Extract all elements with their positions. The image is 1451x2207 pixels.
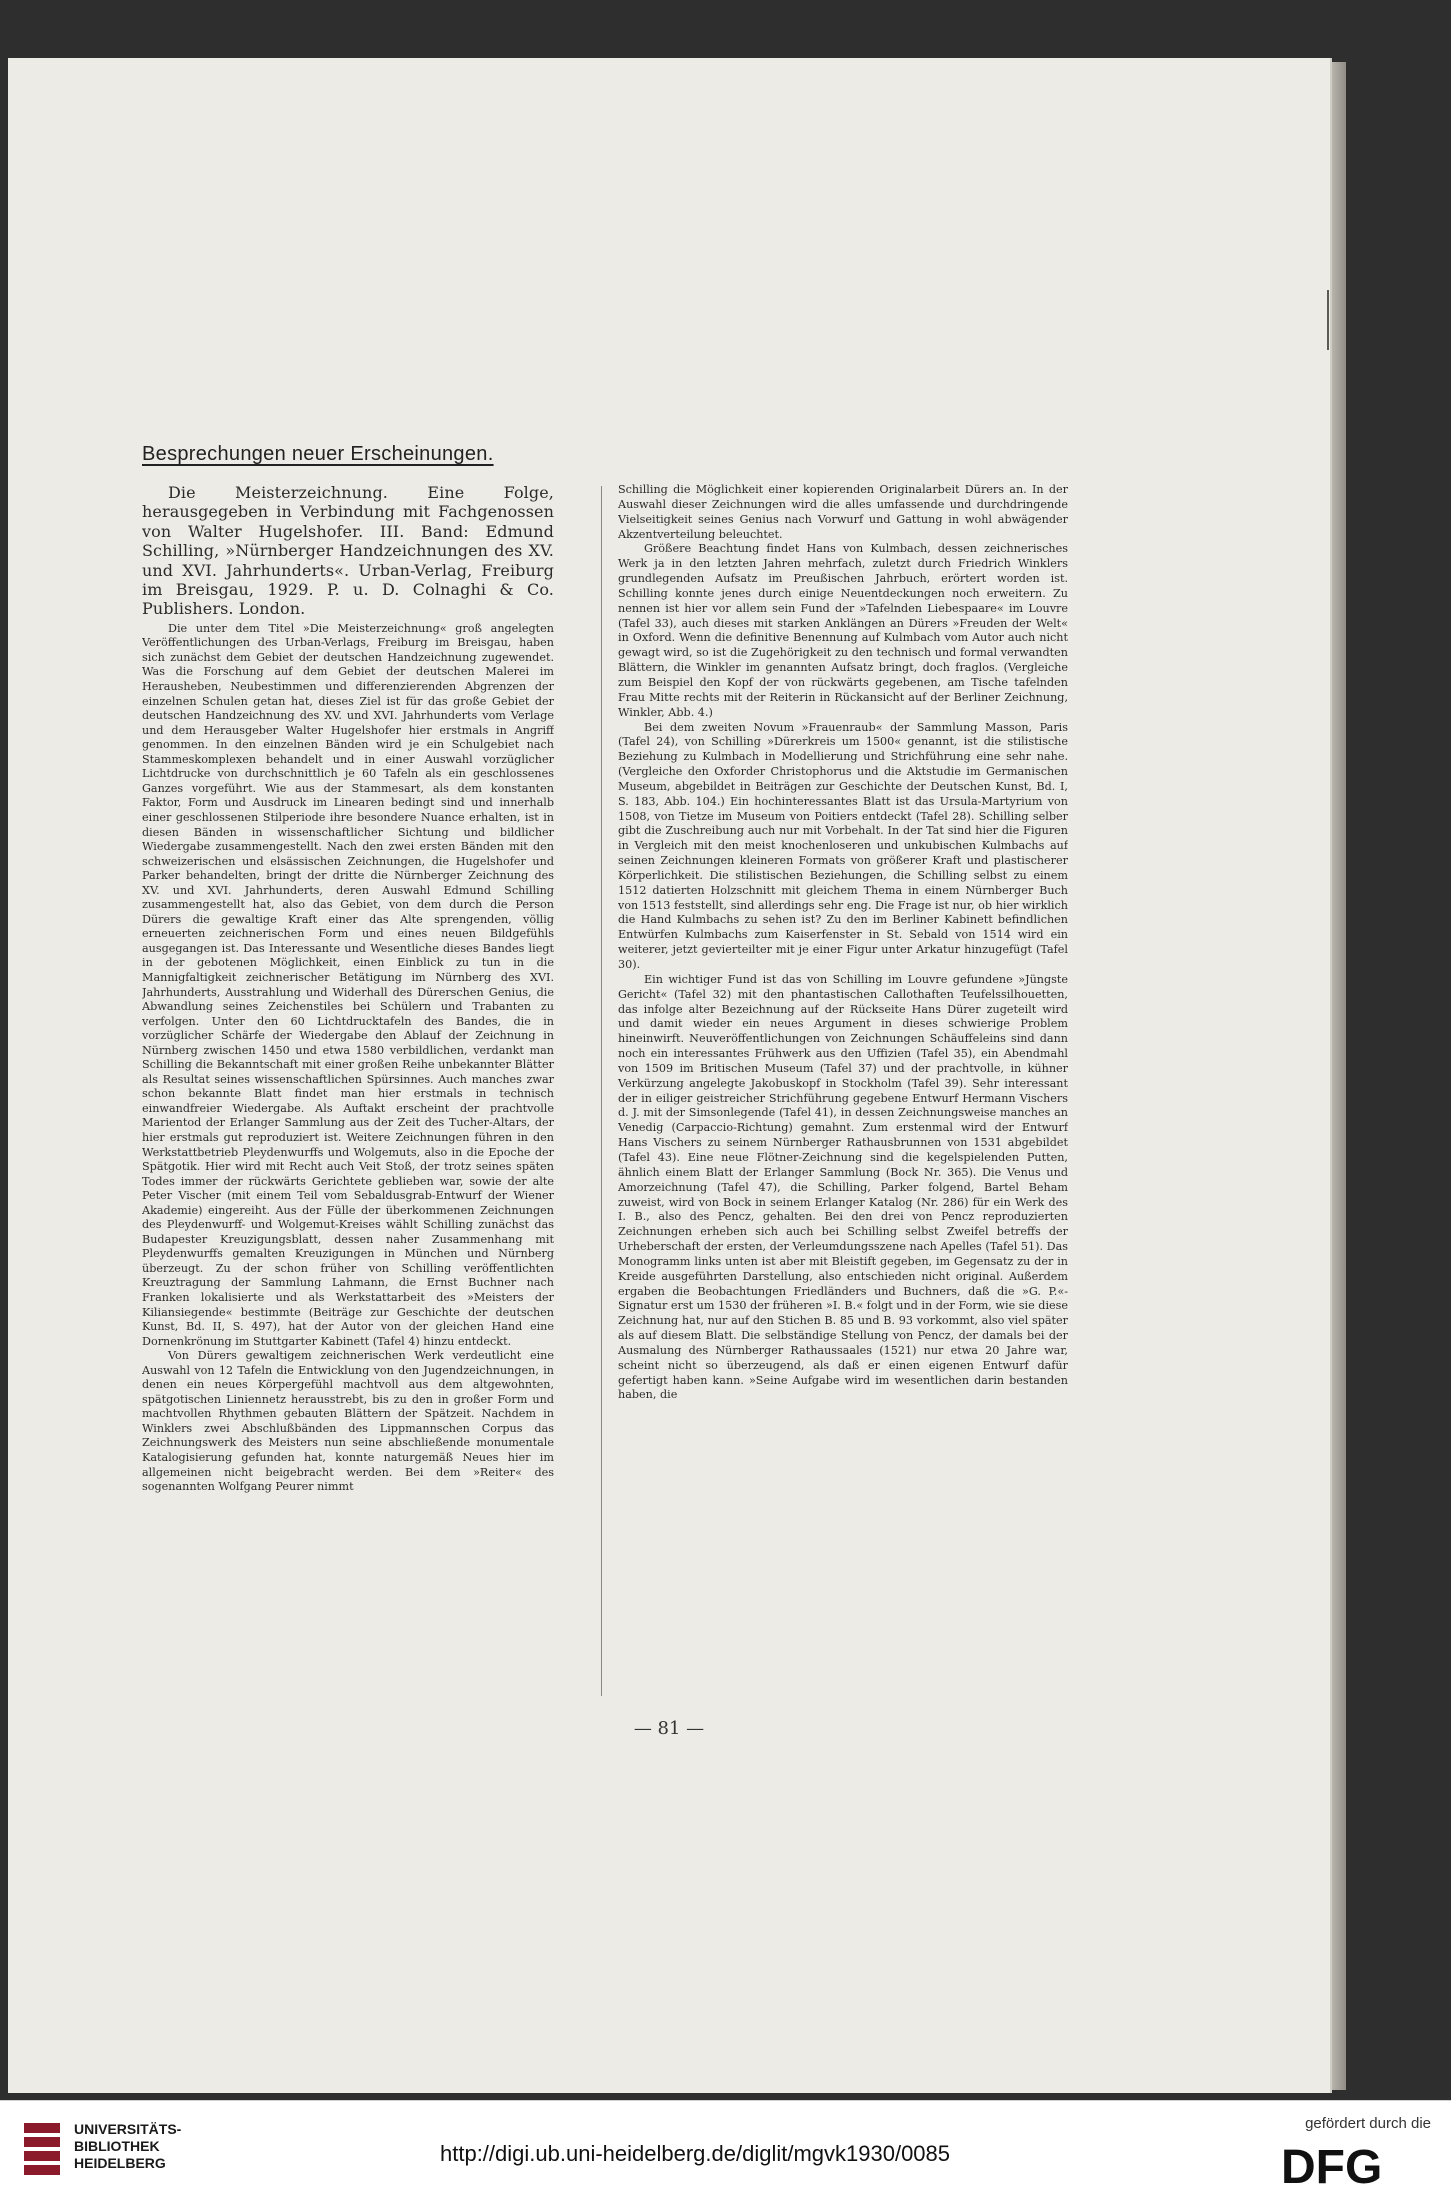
funded-by-text: gefördert durch die [1305,2115,1431,2132]
right-paragraph-1: Schilling die Möglichkeit einer kopierenden Originalarbeit Dürers an. In der Auswahl dieser Zeichnungen wird die alles umfassende und durchdringende Vielseitigkeit seines Genius nach Vorwurf und Gattung in wohl abwägender Akzentverteilung beleuchtet. [618,483,1068,541]
review-heading: Die Meisterzeichnung. Eine Folge, herausgegeben in Verbindung mit Fachgenossen von Walter Hugelshofer. III. Band: Edmund Schilling, »Nürnberger Handzeichnungen des XV. und XVI. Jahrhunderts«. Urban-Verlag, Freiburg im Breisgau, 1929. P. u. D. Colnaghi & Co. Publishers. London. [142,483,554,619]
left-paragraph-2: Von Dürers gewaltigem zeichnerischen Werk verdeutlicht eine Auswahl von 12 Tafeln die Entwicklung von den Jugendzeichnungen, in denen ein neues Körpergefühl machtvoll aus dem altgewohnten, spätgotischen Liniennetz herausstrebt, bis zu den in großer Form und machtvollen Rhythmen gebauten Blättern der Spätzeit. Nachdem in Winklers zwei Abschlußbänden des Lippmannschen Corpus das Zeichnungswerk des Meisters nun seine abschließende monumentale Katalogisierung gefunden hat, konnte naturgemäß Neues hier im allgemeinen nicht beigebracht werden. Bei dem »Reiter« des sogenannten Wolfgang Peurer nimmt [142,1349,554,1494]
column-divider [601,486,602,1696]
right-paragraph-2: Größere Beachtung findet Hans von Kulmbach, dessen zeichnerisches Werk ja in den letzten Jahren mehrfach, zuletzt durch Friedrich Winklers grundlegenden Aufsatz im Preußischen Jahrbuch, erörtert worden ist. Schilling konnte jenes durch einige Neuentdeckungen noch erweitern. Zu nennen ist hier vor allem sein Fund der »Tafelnden Liebespaare« im Louvre (Tafel 33), auch dieses mit starken Anklängen an Dürers »Freuden der Welt« in Oxford. Wenn die definitive Benennung auf Kulmbach vom Autor auch nicht gewagt wird, so ist die Zugehörigkeit zu den technisch und formal verwandten Blättern, die Winkler im genannten Aufsatz bringt, doch fraglos. (Vergleiche zum Beispiel den Kopf der von rückwärts gegebenen, am Tische tafelnden Frau Mitte rechts mit der Reiterin in Rückansicht auf der Berliner Zeichnung, Winkler, Abb. 4.) [618,542,1068,719]
library-name-line-1: UNIVERSITÄTS- [74,2121,182,2137]
library-name[interactable] [74,2121,181,2172]
book-stack-logo-icon [22,2121,62,2183]
viewer-footer [0,2100,1451,2207]
dfg-logo-icon[interactable] [1279,2141,1429,2187]
right-paragraph-4: Ein wichtiger Fund ist das von Schilling im Louvre gefundene »Jüngste Gericht« (Tafel 32) mit den phantastischen Callothaften Teufelssilhouetten, das infolge alter Bezeichnung auf der Rückseite Hans Dürer zugeteilt wird und damit wieder ein neues Argument in dieses schwierige Problem hineinwirft. Neuveröffentlichungen von Zeichnungen Schäuffeleins sind dann noch ein interessantes Frühwerk aus den Uffizien (Tafel 35), ein Abendmahl von 1509 im Britischen Museum (Tafel 37) und der prachtvolle, in kühner Verkürzung angelegte Jakobuskopf in Stockholm (Tafel 39). Sehr interessant der in eiliger geistreicher Strichführung gegebene Entwurf Hermann Vischers d. J. mit der Simsonlegende (Tafel 41), in dessen Zeichnungsweise manches an Venedig (Carpaccio-Richtung) gemahnt. Zum erstenmal wird der Entwurf Hans Vischers zu seinem Nürnberger Rathausbrunnen von 1531 abgebildet (Tafel 43). Eine neue Flötner-Zeichnung sind die kegelspielenden Putten, ähnlich einem Blatt der Erlanger Sammlung (Bock Nr. 365). Die Venus und Amorzeichnung (Tafel 47), die Schilling, Parker folgend, Bartel Beham zuweist, wird von Bock in seinem Erlanger Katalog (Nr. 286) für ein Werk des I. B., also des Pencz, gehalten. Bei den drei von Pencz reproduzierten Zeichnungen erheben sich auch bei Schilling selbst Zweifel betreffs der Urheberschaft der ersten, der Verleumdungsszene nach Apelles (Tafel 51). Das Monogramm links unten ist aber mit Bleistift gegeben, im Gegensatz zu der in Kreide ausgeführten Darstellung, also entschieden nicht original. Außerdem ergaben die Beobachtungen Friedländers und Buchners, daß die »G. P.«-Signatur erst um 1530 der früheren »I. B.« folgt und in der Form, wie sie diese Zeichnung hat, nur auf den Stichen B. 85 und B. 93 vorkommt, also viel später als auf diesem Blatt. Die selbständige Stellung von Pencz, der damals bei der Ausmalung des Nürnberger Rathaussaales (1521) nur etwa 20 Jahre war, scheint nicht so überzeugend, als daß er einen eigenen Entwurf dafür gefertigt haben kann. »Seine Aufgabe wird im wesentlichen darin bestanden haben, die [618,972,1068,1402]
right-column [618,483,1068,1698]
page-edge [1330,62,1346,2090]
section-title: Besprechungen neuer Erscheinungen. [142,443,494,465]
library-name-line-3: HEIDELBERG [74,2155,166,2171]
library-name-line-2: BIBLIOTHEK [74,2138,160,2154]
dfg-logo-text: DFG [1281,2141,1383,2187]
left-paragraph-1: Die unter dem Titel »Die Meisterzeichnung« groß angelegten Veröffentlichungen des Urban-Verlags, Freiburg im Breisgau, haben sich zunächst dem Gebiet der deutschen Handzeichnung zugewendet. Was die Forschung auf dem Gebiet der deutschen Malerei im Herausheben, Neubestimmen und differenzierenden Abgrenzen der einzelnen Schulen getan hat, dieses Ziel ist für das große Gebiet der deutschen Handzeichnung des XV. und XVI. Jahrhunderts vom Verlage und dem Herausgeber Walter Hugelshofer hier erstmals in Angriff genommen. In den einzelnen Bänden wird je ein Schulgebiet nach Stammeskomplexen behandelt und in einer Auswahl vorzüglicher Lichtdrucke von durchschnittlich je 60 Tafeln als ein geschlossenes Ganzes vorgeführt. Wie aus der Stammesart, als dem konstanten Faktor, Form und Ausdruck im Linearen bedingt sind und innerhalb einer geschlossenen Stilperiode ihre besondere Nuance erhalten, ist in diesen Bänden in wissenschaftlicher Sichtung und bildlicher Wiedergabe zusammengestellt. Nach den zwei ersten Bänden mit den schweizerischen und elsässischen Zeichnungen, die Hugelshofer und Parker behandelten, bringt der dritte die Nürnberger Zeichnung des XV. und XVI. Jahrhunderts, deren Auswahl Edmund Schilling zusammengestellt hat, also das Gebiet, von dem durch die Person Dürers die gewaltige Kraft einer das Alte sprengenden, völlig erneuerten zeichnerischen Form und eines neuen Bildgefühls ausgegangen ist. Das Interessante und Wesentliche dieses Bandes liegt in der gebotenen Möglichkeit, einen Einblick zu tun in die Mannigfaltigkeit zeichnerischer Betätigung im Nürnberg des XVI. Jahrhunderts, Ausstrahlung und Widerhall des Dürerschen Genius, die Abwandlung seines Zeichenstiles bei Schülern und Trabanten zu verfolgen. Unter den 60 Lichtdrucktafeln des Bandes, die in vorzüglicher Schärfe der Wiedergabe den Ablauf der Zeichnung in Nürnberg zwischen 1450 und etwa 1580 verbildlichen, verdankt man Schilling die Bekanntschaft mit einer großen Reihe unbekannter Blätter als Resultat seines wissenschaftlichen Spürsinnes. Auch manches zwar schon bekannte Blatt findet man hier erstmals in technisch einwandfreier Wiedergabe. Als Auftakt erscheint der prachtvolle Marientod der Erlanger Sammlung aus der Zeit des Tucher-Altars, der hier erstmals gut reproduziert ist. Weitere Zeichnungen führen in den Werkstattbetrieb Pleydenwurffs und Wolgemuts, also in die Epoche der Spätgotik. Hier wird mit Recht auch Veit Stoß, der trotz seines späten Todes immer der rückwärts Gerichtete geblieben war, sowie der alte Peter Vischer (mit einem Teil vom Sebaldusgrab-Entwurf der Wiener Akademie) eingereiht. Aus der Fülle der überkommenen Zeichnungen des Pleydenwurff- und Wolgemut-Kreises wählt Schilling zunächst das Budapester Kreuzigungsblatt, dessen naher Zusammenhang mit Pleydenwurffs gemalten Kreuzigungen in München und Nürnberg überzeugt. Zu der schon früher von Schilling veröffentlichten Kreuztragung der Sammlung Lahmann, die Ernst Buchner nach Franken lokalisierte und als Werkstattarbeit des »Meisters der Kiliansiegende« bestimmte (Beiträge zur Geschichte der deutschen Kunst, Bd. II, S. 497), hat der Autor von der gleichen Hand eine Dornenkrönung im Stuttgarter Kabinett (Tafel 4) hinzu entdeckt. [142,621,554,1348]
right-paragraph-3: Bei dem zweiten Novum »Frauenraub« der Sammlung Masson, Paris (Tafel 24), von Schilling »Dürerkreis um 1500« genannt, ist die stilistische Beziehung zu Kulmbach in Modellierung und Strichführung eine sehr nahe. (Vergleiche den Oxforder Christophorus und die Aktstudie im Germanischen Museum, abgebildet in Beiträgen zur Geschichte der Deutschen Kunst, Bd. I, S. 183, Abb. 104.) Ein hochinteressantes Blatt ist das Ursula-Martyrium von 1508, von Tietze im Museum von Poitiers entdeckt (Tafel 28). Schilling selber gibt die Zuschreibung auch nur mit Vorbehalt. In der Tat sind hier die Figuren in Vergleich mit den meist knochenloseren und unkubischen Kulmbachs auf seinen Zeichnungen kleineren Formats von größerer Kraft und plastischerer Körperlichkeit. Die stilistischen Beziehungen, die Schilling selbst zu einem 1512 datierten Holzschnitt mit gleichem Thema in einem Nürnberger Buch von 1513 feststellt, sind allerdings sehr eng. Die Frage ist nur, ob hier wirklich die Hand Kulmbachs zu sehen ist? Zu den im Berliner Kabinett befindlichen Entwürfen Kulmbachs zum Kaiserfenster in St. Sebald von 1514 wird ein weiterer, jetzt gevierteilter mit je einer Figur unter Arkatur hinzugefügt (Tafel 30). [618,720,1068,971]
left-column [142,483,554,1698]
permalink-url[interactable]: http://digi.ub.uni-heidelberg.de/diglit/mgvk1930/0085 [440,2141,951,2166]
document-page [8,58,1330,2093]
page-edge-mark [1327,290,1329,350]
page-number: — 81 — [633,1718,705,1739]
